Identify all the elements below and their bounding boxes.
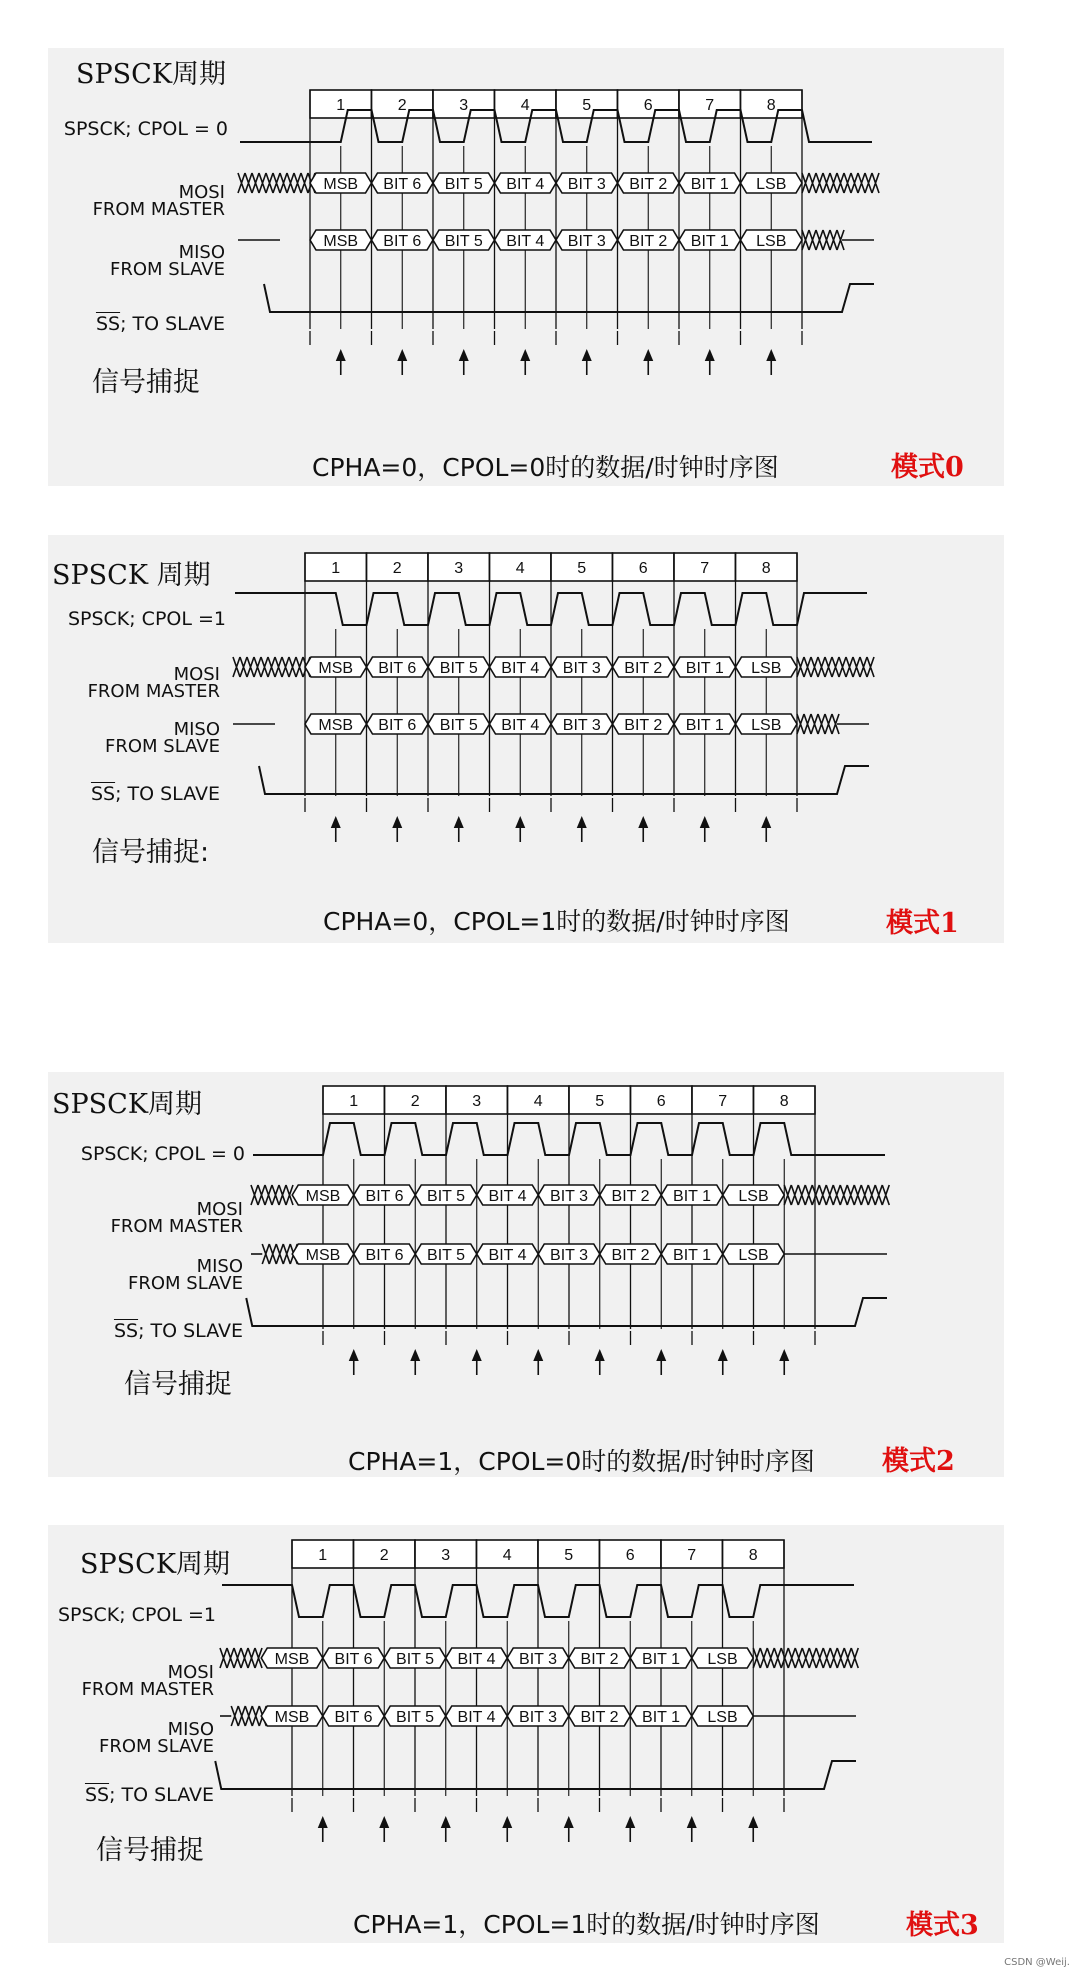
bit-label: BIT 1 (685, 717, 724, 734)
capture-label: 信号捕捉 (96, 1835, 204, 1866)
capture-arrow-head (582, 349, 592, 361)
capture-arrow-head (564, 1816, 574, 1828)
capture-arrow-head (392, 816, 402, 828)
bit-label: LSB (751, 717, 782, 734)
bit-label: BIT 3 (519, 1709, 557, 1726)
cycle-number: 4 (515, 560, 525, 577)
bit-label: MSB (323, 233, 359, 250)
undefined-data-hatch (797, 657, 874, 677)
bit-label: BIT 6 (378, 717, 417, 734)
watermark: CSDN @Weij. (1004, 1957, 1070, 1968)
capture-label: 信号捕捉 (124, 1369, 232, 1400)
bit-label: BIT 4 (457, 1651, 496, 1668)
cycle-number: 8 (748, 1547, 758, 1564)
capture-arrow-head (379, 1816, 389, 1828)
ss-waveform (246, 1298, 887, 1326)
cycle-number: 7 (718, 1093, 728, 1110)
capture-arrow-head (515, 816, 525, 828)
capture-label: 信号捕捉 (92, 367, 200, 398)
bit-label: BIT 6 (383, 233, 422, 250)
timing-panel-mode1 (48, 535, 1004, 943)
bit-label: BIT 3 (550, 1247, 588, 1264)
bit-label: BIT 2 (629, 233, 668, 250)
bit-label: LSB (756, 233, 787, 250)
bit-label: BIT 5 (439, 660, 478, 677)
capture-arrow-head (502, 1816, 512, 1828)
diagram-caption: CPHA=1，CPOL=0时的数据/时钟时序图 (348, 1447, 815, 1476)
ss-waveform (215, 1761, 856, 1789)
capture-arrow-head (441, 1816, 451, 1828)
bit-label: BIT 4 (506, 233, 545, 250)
bit-label: BIT 6 (365, 1188, 404, 1205)
bit-label: LSB (756, 176, 787, 193)
undefined-data-hatch (802, 173, 879, 193)
ss-label: $\overline{SS}$; TO SLAVE (90, 783, 220, 805)
bit-label: LSB (738, 1188, 769, 1205)
cycle-number: 3 (454, 560, 464, 577)
capture-arrow-head (533, 1349, 543, 1361)
cycle-number: 8 (779, 1093, 789, 1110)
cycle-number: 6 (656, 1093, 666, 1110)
mode-label: 模式1 (886, 908, 959, 939)
undefined-data-hatch (251, 1185, 293, 1205)
capture-arrow-head (766, 349, 776, 361)
ss-waveform (264, 284, 874, 312)
bit-label: BIT 2 (580, 1709, 619, 1726)
timing-panel-mode0 (48, 48, 1004, 486)
cycle-number: 6 (643, 97, 653, 114)
ss-label: $\overline{SS}$; TO SLAVE (95, 313, 225, 335)
capture-arrow-head (687, 1816, 697, 1828)
bit-label: MSB (305, 1188, 341, 1205)
bit-label: BIT 3 (519, 1651, 557, 1668)
diagram-group (238, 90, 879, 375)
mosi-label: MOSI FROM MASTER (81, 1662, 214, 1700)
bit-label: BIT 5 (444, 176, 483, 193)
capture-arrow-head (643, 349, 653, 361)
bit-label: MSB (323, 176, 359, 193)
cycle-number: 2 (410, 1093, 420, 1110)
capture-arrow-head (472, 1349, 482, 1361)
bit-label: BIT 1 (690, 233, 729, 250)
capture-arrow-head (761, 816, 771, 828)
bit-label: BIT 4 (506, 176, 545, 193)
bit-label: BIT 3 (567, 233, 606, 250)
capture-arrow-head (779, 1349, 789, 1361)
cycle-number: 1 (349, 1093, 359, 1110)
bit-label: BIT 2 (611, 1188, 650, 1205)
miso-label: MISO FROM SLAVE (105, 719, 220, 757)
bit-label: BIT 4 (488, 1247, 527, 1264)
bit-label: BIT 6 (334, 1651, 373, 1668)
ss-waveform (259, 766, 869, 794)
miso-label: MISO FROM SLAVE (99, 1719, 214, 1757)
mosi-label: MOSI FROM MASTER (110, 1199, 243, 1237)
capture-arrow-head (459, 349, 469, 361)
bit-label: BIT 6 (334, 1709, 373, 1726)
bit-label: BIT 5 (444, 233, 483, 250)
capture-label: 信号捕捉: (92, 837, 210, 868)
cycle-number: 5 (595, 1093, 605, 1110)
bit-label: BIT 3 (567, 176, 606, 193)
capture-arrow-head (625, 1816, 635, 1828)
bit-label: BIT 1 (642, 1709, 680, 1726)
bit-label: BIT 1 (642, 1651, 680, 1668)
diagram-caption: CPHA=0，CPOL=0时的数据/时钟时序图 (312, 453, 779, 482)
capture-arrow-head (595, 1349, 605, 1361)
capture-arrow-head (397, 349, 407, 361)
cycle-number: 6 (638, 560, 648, 577)
bit-label: BIT 4 (457, 1709, 496, 1726)
bit-label: BIT 5 (427, 1188, 465, 1205)
capture-arrow-head (331, 816, 341, 828)
bit-label: BIT 3 (562, 660, 601, 677)
bit-label: BIT 5 (427, 1247, 465, 1264)
bit-label: MSB (318, 660, 354, 677)
bit-label: BIT 6 (383, 176, 422, 193)
bit-label: BIT 6 (378, 660, 417, 677)
cycle-number: 7 (687, 1547, 697, 1564)
undefined-data-hatch (220, 1648, 262, 1668)
diagram-caption: CPHA=1，CPOL=1时的数据/时钟时序图 (353, 1910, 820, 1939)
cycle-number: 5 (582, 97, 592, 114)
diagram-group (233, 553, 874, 842)
capture-arrow-head (336, 349, 346, 361)
bit-label: LSB (738, 1247, 769, 1264)
cycle-number: 3 (459, 97, 469, 114)
bit-label: MSB (305, 1247, 341, 1264)
capture-arrow-head (577, 816, 587, 828)
capture-arrow-head (748, 1816, 758, 1828)
cycle-title: SPSCK周期 (76, 59, 226, 90)
mosi-label: MOSI FROM MASTER (87, 664, 220, 702)
bit-label: BIT 4 (488, 1188, 527, 1205)
cycle-number: 7 (700, 560, 710, 577)
bit-label: BIT 2 (629, 176, 668, 193)
capture-arrow-head (718, 1349, 728, 1361)
cycle-number: 2 (397, 97, 407, 114)
bit-label: BIT 5 (439, 717, 478, 734)
mosi-label: MOSI FROM MASTER (92, 182, 225, 220)
capture-arrow-head (318, 1816, 328, 1828)
ss-label: $\overline{SS}$; TO SLAVE (84, 1784, 214, 1806)
capture-arrow-head (454, 816, 464, 828)
diagram-group (215, 1540, 858, 1842)
clock-label: SPSCK; CPOL =1 (57, 1604, 216, 1626)
mode-label: 模式3 (906, 1910, 979, 1941)
bit-label: MSB (274, 1651, 310, 1668)
ss-label: $\overline{SS}$; TO SLAVE (113, 1320, 243, 1342)
bit-label: BIT 6 (365, 1247, 404, 1264)
undefined-data-hatch (797, 714, 839, 734)
bit-label: BIT 4 (501, 717, 540, 734)
undefined-data-hatch (802, 230, 844, 250)
capture-arrow-head (700, 816, 710, 828)
clock-label: SPSCK; CPOL = 0 (80, 1143, 245, 1165)
undefined-data-hatch (238, 173, 315, 193)
cycle-number: 3 (472, 1093, 482, 1110)
bit-label: BIT 2 (624, 717, 663, 734)
clock-label: SPSCK; CPOL = 0 (63, 118, 228, 140)
timing-panel-mode2 (48, 1072, 1004, 1477)
cycle-number: 4 (533, 1093, 543, 1110)
capture-arrow-head (410, 1349, 420, 1361)
mode-label: 模式2 (882, 1446, 955, 1477)
bit-label: BIT 5 (396, 1709, 434, 1726)
bit-label: BIT 5 (396, 1651, 434, 1668)
diagram-group (246, 1086, 889, 1375)
bit-label: BIT 3 (562, 717, 601, 734)
bit-label: BIT 2 (624, 660, 663, 677)
bit-label: BIT 1 (673, 1188, 711, 1205)
timing-panel-mode3 (48, 1525, 1004, 1943)
cycle-number: 5 (577, 560, 587, 577)
bit-label: BIT 1 (673, 1247, 711, 1264)
bit-label: BIT 4 (501, 660, 540, 677)
cycle-number: 1 (318, 1547, 328, 1564)
bit-label: LSB (707, 1651, 738, 1668)
cycle-number: 8 (761, 560, 771, 577)
cycle-number: 2 (392, 560, 402, 577)
cycle-number: 3 (441, 1547, 451, 1564)
miso-label: MISO FROM SLAVE (128, 1256, 243, 1294)
bit-label: LSB (751, 660, 782, 677)
bit-label: BIT 1 (685, 660, 724, 677)
capture-arrow-head (520, 349, 530, 361)
cycle-title: SPSCK周期 (52, 1089, 202, 1120)
clock-label: SPSCK; CPOL =1 (67, 608, 226, 630)
undefined-data-hatch (784, 1185, 889, 1205)
capture-arrow-head (349, 1349, 359, 1361)
bit-label: MSB (274, 1709, 310, 1726)
cycle-title: SPSCK 周期 (52, 560, 211, 591)
cycle-number: 4 (502, 1547, 512, 1564)
cycle-number: 7 (705, 97, 715, 114)
cycle-number: 6 (625, 1547, 635, 1564)
cycle-number: 5 (564, 1547, 574, 1564)
undefined-data-hatch (233, 657, 310, 677)
miso-label: MISO FROM SLAVE (110, 242, 225, 280)
bit-label: BIT 1 (690, 176, 729, 193)
cycle-number: 8 (766, 97, 776, 114)
cycle-number: 4 (520, 97, 530, 114)
capture-arrow-head (656, 1349, 666, 1361)
capture-arrow-head (638, 816, 648, 828)
bit-label: BIT 3 (550, 1188, 588, 1205)
bit-label: BIT 2 (580, 1651, 619, 1668)
bit-label: LSB (707, 1709, 738, 1726)
bit-label: BIT 2 (611, 1247, 650, 1264)
bit-label: MSB (318, 717, 354, 734)
cycle-number: 1 (331, 560, 341, 577)
diagram-caption: CPHA=0，CPOL=1时的数据/时钟时序图 (323, 907, 790, 936)
undefined-data-hatch (753, 1648, 858, 1668)
capture-arrow-head (705, 349, 715, 361)
mode-label: 模式0 (891, 452, 964, 483)
cycle-number: 2 (379, 1547, 389, 1564)
cycle-number: 1 (336, 97, 346, 114)
cycle-title: SPSCK周期 (80, 1549, 230, 1580)
